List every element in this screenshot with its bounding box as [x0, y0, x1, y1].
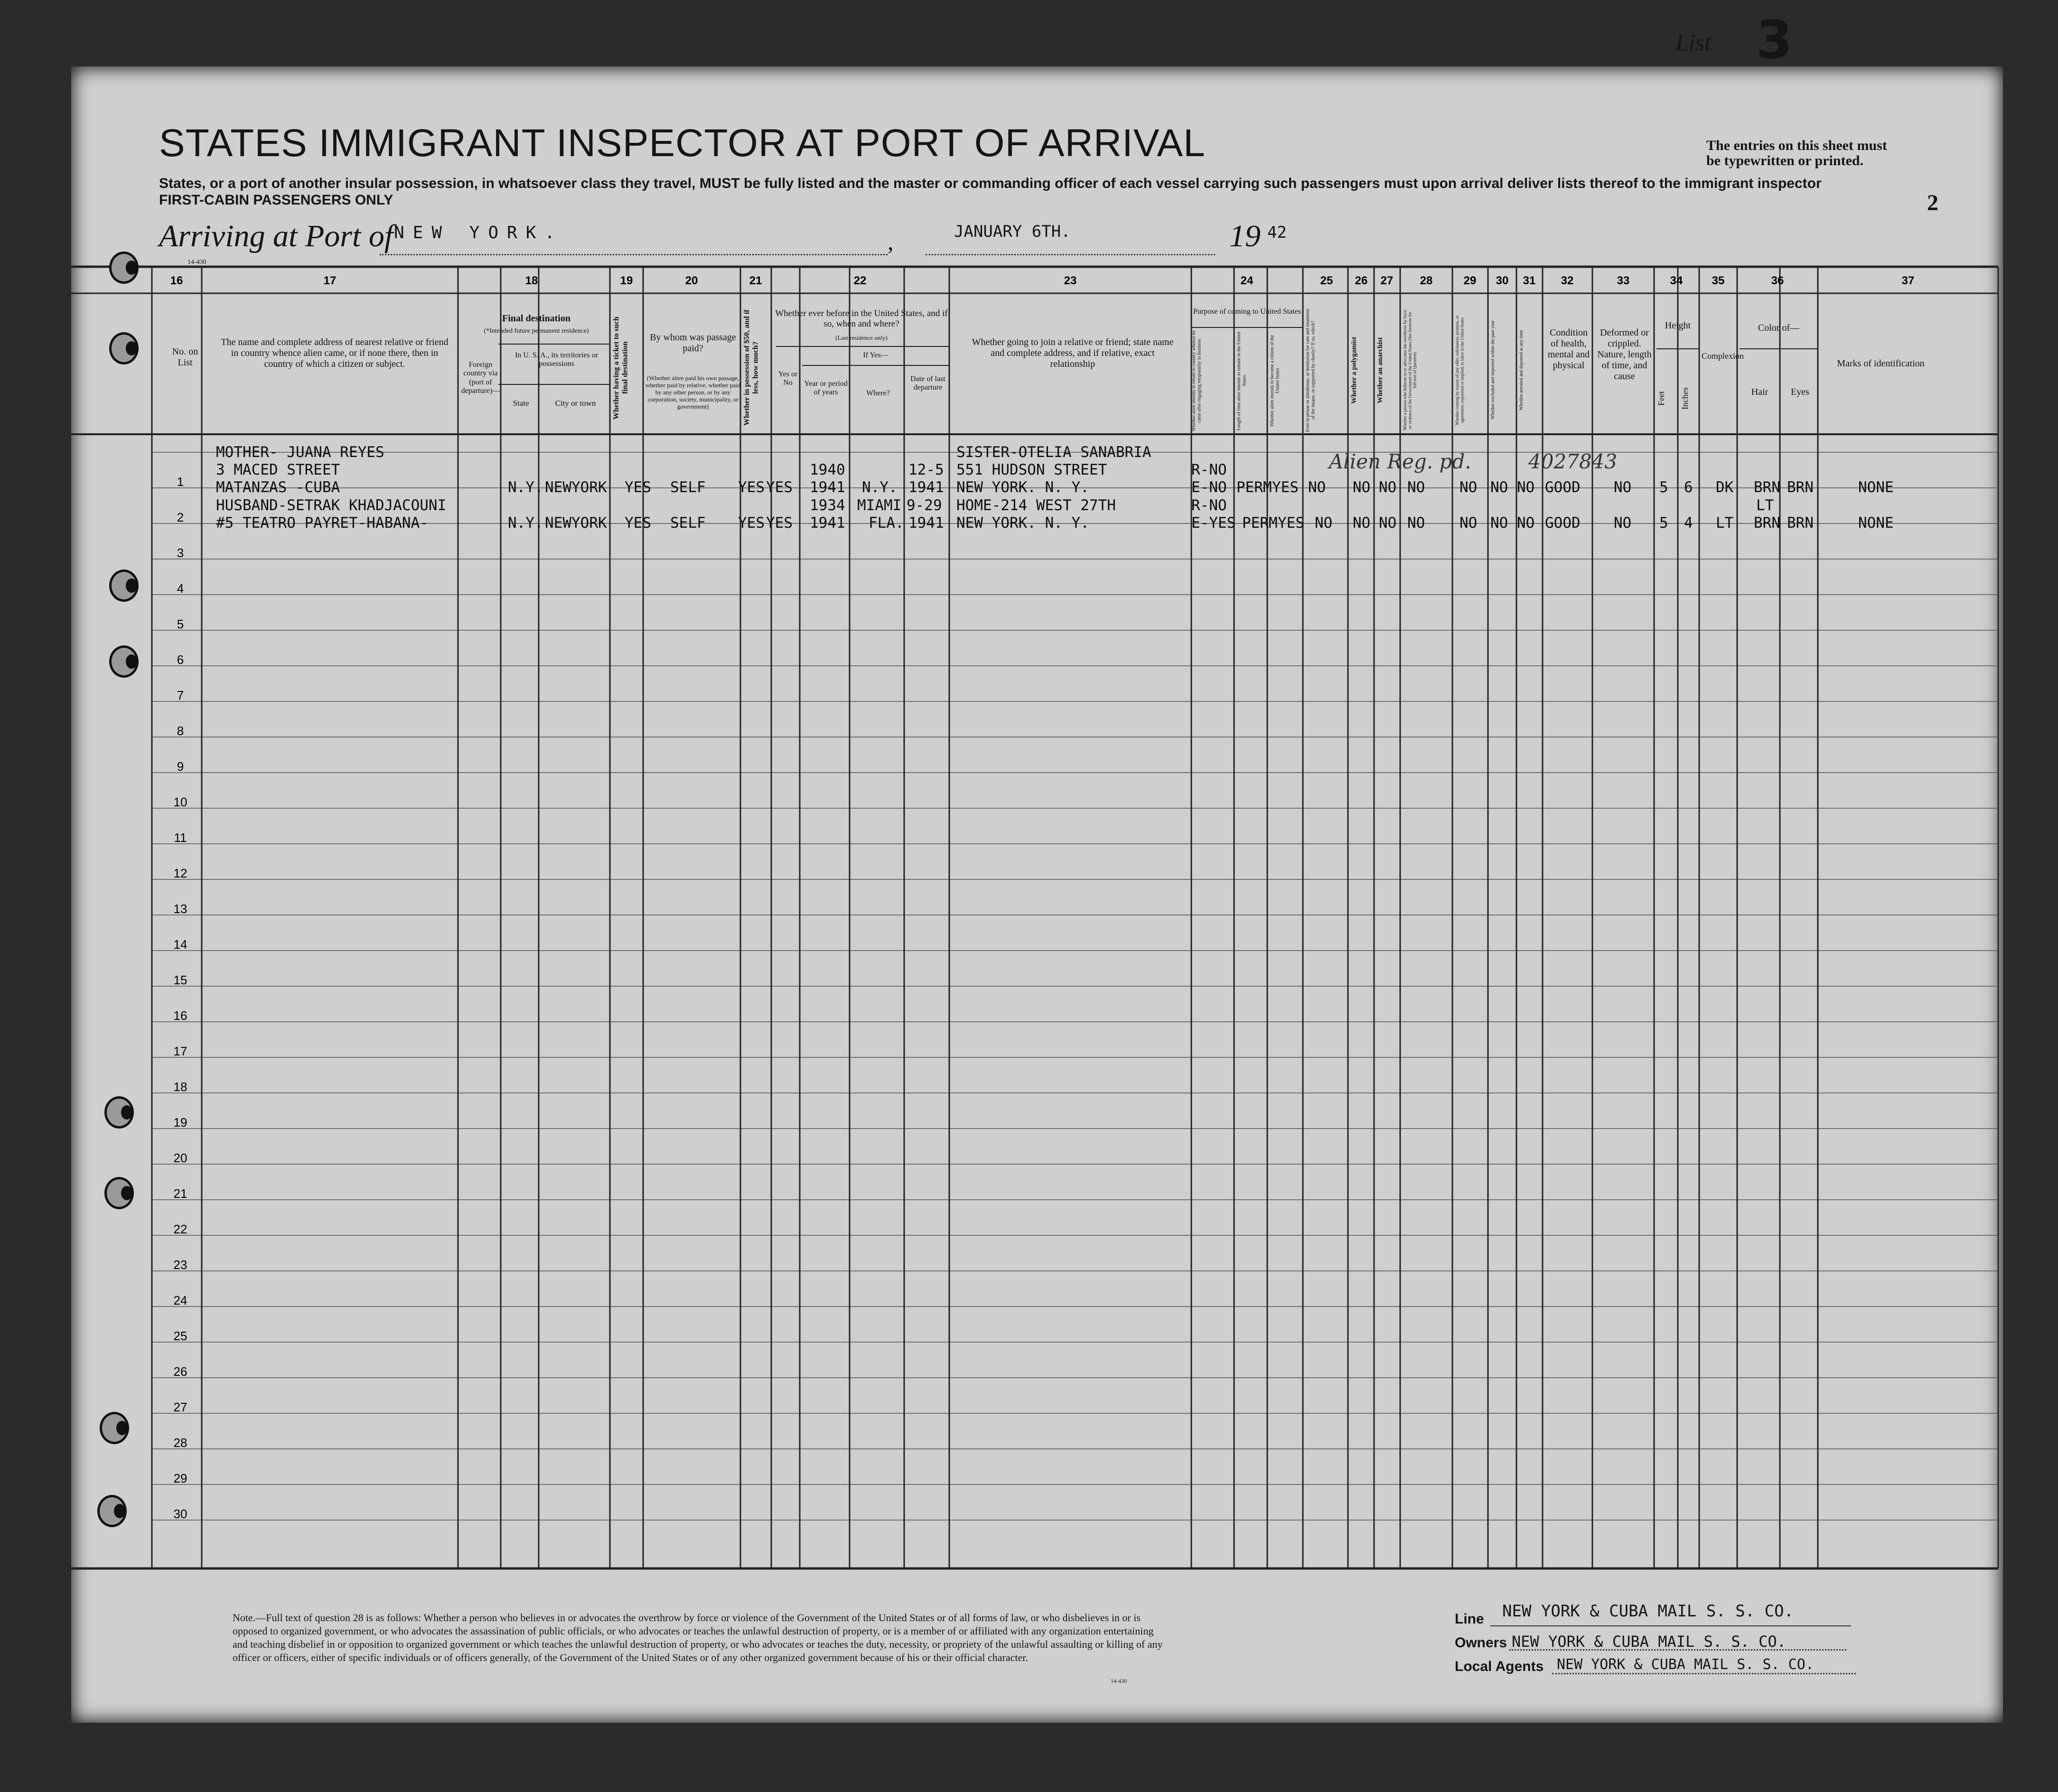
- row-number: 16: [173, 1008, 187, 1023]
- row1-marks: NONE: [1858, 479, 1894, 496]
- row1-excluded: NO: [1490, 479, 1508, 496]
- column-number: 26: [1355, 274, 1368, 287]
- column-number: 28: [1420, 274, 1433, 287]
- row2-anarchist: NO: [1379, 514, 1397, 532]
- row1-return-e: E-NO: [1191, 479, 1227, 496]
- punch-hole: [97, 1495, 127, 1527]
- row2-eyes: BRN: [1787, 514, 1814, 532]
- punch-hole: [109, 645, 139, 678]
- row-number: 20: [173, 1151, 187, 1165]
- row2-year1: 1934: [810, 497, 845, 514]
- row-number: 12: [173, 866, 187, 880]
- row2-feet: 5: [1659, 514, 1668, 532]
- row-number: 3: [177, 546, 184, 560]
- row2-polygamist: NO: [1353, 514, 1371, 532]
- row-number: 23: [173, 1258, 187, 1272]
- punch-hole: [104, 1177, 134, 1209]
- header-marks: Marks of identification: [1837, 358, 1925, 369]
- row2-ticket: YES: [625, 514, 651, 532]
- header-state: State: [513, 399, 529, 408]
- row1-year2: 1941: [810, 479, 845, 496]
- column-number: 21: [749, 274, 762, 287]
- owners-label: Owners: [1455, 1635, 1507, 1651]
- row2-where2: FLA.: [869, 514, 904, 532]
- row2-departure2: 1941: [908, 514, 944, 532]
- row2-ever-before: YES: [766, 514, 793, 532]
- header-ever-before: Whether ever before in the United States, and if so, when and where?: [775, 308, 948, 329]
- arriving-label: Arriving at Port of: [159, 219, 393, 253]
- column-number: 22: [853, 274, 867, 287]
- row1-passage: SELF: [670, 479, 706, 496]
- header-passage: By whom was passage paid?: [650, 332, 736, 354]
- header-intends-return: Whether alien intends to return to country whence he came after engaging temporarily in business: [1191, 330, 1202, 431]
- row1-hair: BRN: [1754, 479, 1780, 496]
- row2-joining-line2: NEW YORK. N. Y.: [956, 514, 1089, 532]
- column-number: 24: [1240, 274, 1254, 287]
- row1-departure2: 1941: [908, 479, 944, 496]
- row-number: 29: [173, 1471, 187, 1485]
- row1-state: N.Y.: [508, 479, 543, 496]
- column-number: 30: [1496, 274, 1509, 287]
- subtitle-line-2: FIRST-CABIN PASSENGERS ONLY: [159, 192, 393, 208]
- row-number: 26: [173, 1364, 187, 1379]
- row1-year1: 1940: [810, 461, 845, 478]
- header-height: Height: [1665, 320, 1691, 331]
- row1-complexion: DK: [1716, 479, 1734, 496]
- header-offer-labor: Whether coming by reason of any offer, solicitation, promise, or agreement, expressed or implied, to labor in the United States: [1455, 315, 1465, 425]
- header-length-of-time: Length of time alien intends to remain in the United States: [1236, 331, 1247, 430]
- punch-hole: [109, 252, 139, 284]
- header-foreign-country: Foreign country via (port of departure)—: [461, 361, 500, 395]
- row1-joining-line2: 551 HUDSON STREET: [956, 461, 1107, 478]
- header-passage-note: (Whether alien paid his own passage, whether paid by relative, whether paid by any other person, or by any corporation, society, municipality, or government): [645, 374, 740, 410]
- header-year-period: Year or period of years: [804, 380, 848, 397]
- handwritten-note: Alien Reg. pd.: [1329, 450, 1471, 473]
- row2-state: N.Y.: [508, 514, 543, 532]
- row-number: 9: [177, 759, 184, 774]
- list-label: List: [1675, 29, 1712, 56]
- header-in-usa: In U. S. A., its territories or possessions: [514, 351, 599, 368]
- column-number: 34: [1670, 274, 1683, 287]
- header-if-yes: If Yes—: [863, 351, 889, 359]
- row-number: 28: [173, 1436, 187, 1450]
- header-ever-before-note: (Last residence only): [835, 334, 888, 341]
- comma: ,: [888, 228, 894, 255]
- row2-relative-line1: HUSBAND-SETRAK KHADJACOUNI: [216, 497, 447, 514]
- header-overthrow: Whether a person who believes in or advocates the overthrow by force or violence of the Government of the United States (See footnote for full text of Question): [1403, 309, 1417, 431]
- row1-relative-line2: 3 MACED STREET: [216, 461, 340, 478]
- row2-year2: 1941: [810, 514, 845, 532]
- column-number: 18: [525, 274, 538, 287]
- row2-city: NEWYORK: [545, 514, 607, 532]
- row2-joining-line1: HOME-214 WEST 27TH: [956, 497, 1116, 514]
- header-color-of: Color of—: [1758, 323, 1800, 333]
- row2-possession: YES: [738, 514, 765, 532]
- list-note-1: The entries on this sheet must: [1706, 138, 1887, 153]
- row1-deformed: NO: [1614, 479, 1632, 496]
- row2-length: PERM: [1242, 514, 1278, 532]
- row-number: 10: [173, 795, 187, 809]
- row2-inches: 4: [1684, 514, 1693, 532]
- row-number: 17: [173, 1044, 187, 1058]
- row1-citizen: YES: [1272, 479, 1299, 496]
- column-number: 20: [685, 274, 698, 287]
- row2-prison: NO: [1315, 514, 1333, 532]
- header-complexion: Complexion: [1702, 351, 1744, 361]
- handwritten-number: 4027843: [1528, 450, 1618, 473]
- row2-passage: SELF: [670, 514, 706, 532]
- footnote-form-code: 14-430: [1111, 1678, 1127, 1684]
- row2-return-e: E-YES: [1191, 514, 1236, 532]
- row1-inches: 6: [1684, 479, 1693, 496]
- list-number: 3: [1756, 9, 1793, 70]
- row1-city: NEWYORK: [545, 479, 607, 496]
- punch-hole: [104, 1096, 134, 1129]
- row1-joining-line1: SISTER-OTELIA SANABRIA: [956, 444, 1151, 461]
- row1-deported: NO: [1517, 479, 1535, 496]
- header-polygamist: Whether a polygamist: [1350, 336, 1358, 404]
- header-possession: Whether in possession of $50, and if less, how much?: [743, 309, 760, 426]
- row-number: 1: [177, 475, 184, 489]
- row-number: 2: [177, 510, 184, 524]
- row1-possession: YES: [738, 479, 765, 496]
- header-purpose: Purpose of coming to United States: [1193, 308, 1301, 316]
- row1-length: PERM: [1236, 479, 1272, 496]
- header-health: Condition of health, mental and physical: [1547, 327, 1590, 371]
- row1-overthrow: NO: [1407, 479, 1425, 496]
- header-yes-no: Yes or No: [778, 370, 798, 387]
- footnote: Note.—Full text of question 28 is as follows: Whether a person who believes in or advocates the overthrow by force or violence of the Government of the United States or of all forms of law, or who disbelieves in or is opposed to organized government, or who advocates the assassination of public officials, or who advocates or teaches the unlawful destruction of property, or is a member of or affiliated with any organization entertaining and teaching disbelief in or opposition to organized government or which teaches the unlawful destruction of property, or who advocates or teaches the duty, necessity, or propriety of the unlawful assaulting or killing of any officer or officers, either of specific individuals or of officers generally, of the Government of the United States or of any other organized government because of his or their official character.: [233, 1612, 1163, 1663]
- header-eyes: Eyes: [1791, 387, 1809, 397]
- punch-hole: [109, 569, 139, 602]
- row2-return-r: R-NO: [1191, 497, 1227, 514]
- header-nearest-relative: The name and complete address of nearest relative or friend in country whence alien came, or if none there, then in country of which a citizen or subject.: [221, 337, 449, 369]
- row2-where1: MIAMI: [857, 497, 902, 514]
- row-number: 18: [173, 1080, 187, 1094]
- row1-joining-line3: NEW YORK. N. Y.: [956, 479, 1089, 496]
- row-number: 11: [174, 831, 187, 845]
- subtitle-line-1: States, or a port of another insular possession, in whatsoever class they travel, MUST be fully listed and the master or commanding officer of each vessel carrying such passengers must upon arrival deliver lists thereof to the immigrant inspector: [159, 176, 1822, 191]
- header-city: City or town: [555, 399, 596, 408]
- row-number: 14: [173, 937, 187, 952]
- column-number: 31: [1523, 274, 1536, 287]
- header-inches: Inches: [1680, 387, 1690, 410]
- column-number: 29: [1463, 274, 1477, 287]
- row-number: 13: [173, 902, 187, 916]
- row2-complexion: LT: [1716, 514, 1734, 532]
- row2-hair1: LT: [1756, 497, 1774, 514]
- row1-polygamist: NO: [1353, 479, 1371, 496]
- column-number: 16: [170, 274, 183, 287]
- row2-excluded: NO: [1490, 514, 1508, 532]
- header-no-on-list: No. on List: [172, 346, 198, 368]
- agents-label: Local Agents: [1455, 1659, 1544, 1674]
- punch-hole: [109, 332, 139, 364]
- row1-anarchist: NO: [1379, 479, 1397, 496]
- header-where: Where?: [866, 389, 890, 397]
- row1-where: N.Y.: [862, 479, 898, 496]
- row2-citizen: YES: [1278, 514, 1304, 532]
- year-suffix: 42: [1267, 223, 1287, 242]
- column-number: 35: [1712, 274, 1725, 287]
- row-number: 27: [173, 1400, 187, 1414]
- form-code: 14-430: [187, 259, 206, 266]
- row1-feet: 5: [1659, 479, 1668, 496]
- list-note-2: be typewritten or printed.: [1706, 153, 1864, 168]
- port-value: NEW YORK.: [394, 223, 564, 243]
- row1-eyes: BRN: [1787, 479, 1814, 496]
- year-prefix: 19: [1229, 219, 1261, 253]
- row-number: 15: [173, 973, 187, 987]
- agents-value: NEW YORK & CUBA MAIL S. S. CO.: [1557, 1656, 1814, 1673]
- header-ticket: Whether having a ticket to such final destination: [612, 316, 629, 420]
- row-number: 5: [177, 617, 184, 631]
- column-number: 32: [1561, 274, 1574, 287]
- row-number: 24: [173, 1293, 187, 1307]
- header-arrested-deported: Whether arrested and deported at any time: [1519, 330, 1524, 411]
- column-number: 23: [1064, 274, 1077, 287]
- line-underline: [1490, 1625, 1851, 1626]
- header-intends-citizen: Whether alien intends to become a citizen of the United States: [1270, 335, 1281, 427]
- row1-return-r: R-NO: [1191, 461, 1227, 478]
- row2-deformed: NO: [1614, 514, 1632, 532]
- column-number: 17: [323, 274, 337, 287]
- column-number: 25: [1320, 274, 1333, 287]
- header-date-departure: Date of last departure: [910, 375, 945, 392]
- header-final-destination-note: (*Intended future permanent residence): [484, 327, 589, 335]
- page-title: STATES IMMIGRANT INSPECTOR AT PORT OF ARRIVAL: [159, 121, 1206, 165]
- row1-health: GOOD: [1545, 479, 1581, 496]
- line-label: Line: [1455, 1611, 1484, 1627]
- header-prison: Ever in prison or almshouse, or institution for care and treatment of the insane, or supported by charity? If so, which?: [1305, 308, 1316, 432]
- row-number: 19: [173, 1115, 187, 1129]
- row2-departure1: 9-29: [907, 497, 942, 514]
- owners-underline: [1509, 1649, 1846, 1651]
- row1-prison: NO: [1308, 479, 1326, 496]
- header-feet: Feet: [1656, 391, 1666, 406]
- row-number: 7: [177, 688, 184, 702]
- row1-departure1: 12-5: [908, 461, 944, 478]
- header-joining: Whether going to join a relative or friend; state name and complete address, and if relative, exact relationship: [972, 337, 1174, 369]
- date-value: JANUARY 6TH.: [954, 222, 1071, 241]
- column-number: 27: [1380, 274, 1394, 287]
- row-number: 21: [173, 1186, 187, 1201]
- row2-hair2: BRN: [1754, 514, 1780, 532]
- row-number: 8: [177, 724, 184, 738]
- header-excluded-deported: Whether excluded and deported within the past year: [1490, 320, 1496, 420]
- row2-offer: NO: [1459, 514, 1478, 532]
- row-number: 4: [177, 581, 184, 596]
- page-number: 2: [1927, 190, 1938, 215]
- row2-health: GOOD: [1545, 514, 1581, 532]
- column-number: 19: [620, 274, 633, 287]
- row2-relative-line2: #5 TEATRO PAYRET-HABANA-: [216, 514, 429, 532]
- row2-deported: NO: [1517, 514, 1535, 532]
- row-number: 6: [177, 653, 184, 667]
- row2-marks: NONE: [1858, 514, 1894, 532]
- punch-hole: [100, 1412, 129, 1444]
- column-number: 37: [1901, 274, 1915, 287]
- column-number: 36: [1771, 274, 1784, 287]
- row1-ticket: YES: [625, 479, 651, 496]
- line-value: NEW YORK & CUBA MAIL S. S. CO.: [1502, 1602, 1794, 1621]
- row1-relative-line3: MATANZAS -CUBA: [216, 479, 340, 496]
- header-anarchist: Whether an anarchist: [1376, 337, 1384, 403]
- header-hair: Hair: [1751, 387, 1768, 397]
- row-number: 25: [173, 1329, 187, 1343]
- row1-relative-line1: MOTHER- JUANA REYES: [216, 444, 384, 461]
- row2-overthrow: NO: [1407, 514, 1425, 532]
- column-number: 33: [1617, 274, 1630, 287]
- header-deformed: Deformed or crippled. Nature, length of time, and cause: [1597, 327, 1652, 382]
- row1-ever-before: YES: [766, 479, 793, 496]
- owners-value: NEW YORK & CUBA MAIL S. S. CO.: [1512, 1633, 1786, 1651]
- header-final-destination: Final destination: [502, 313, 571, 324]
- row-number: 22: [173, 1222, 187, 1236]
- row1-offer: NO: [1459, 479, 1478, 496]
- agents-underline: [1552, 1673, 1856, 1674]
- row-number: 30: [173, 1507, 187, 1521]
